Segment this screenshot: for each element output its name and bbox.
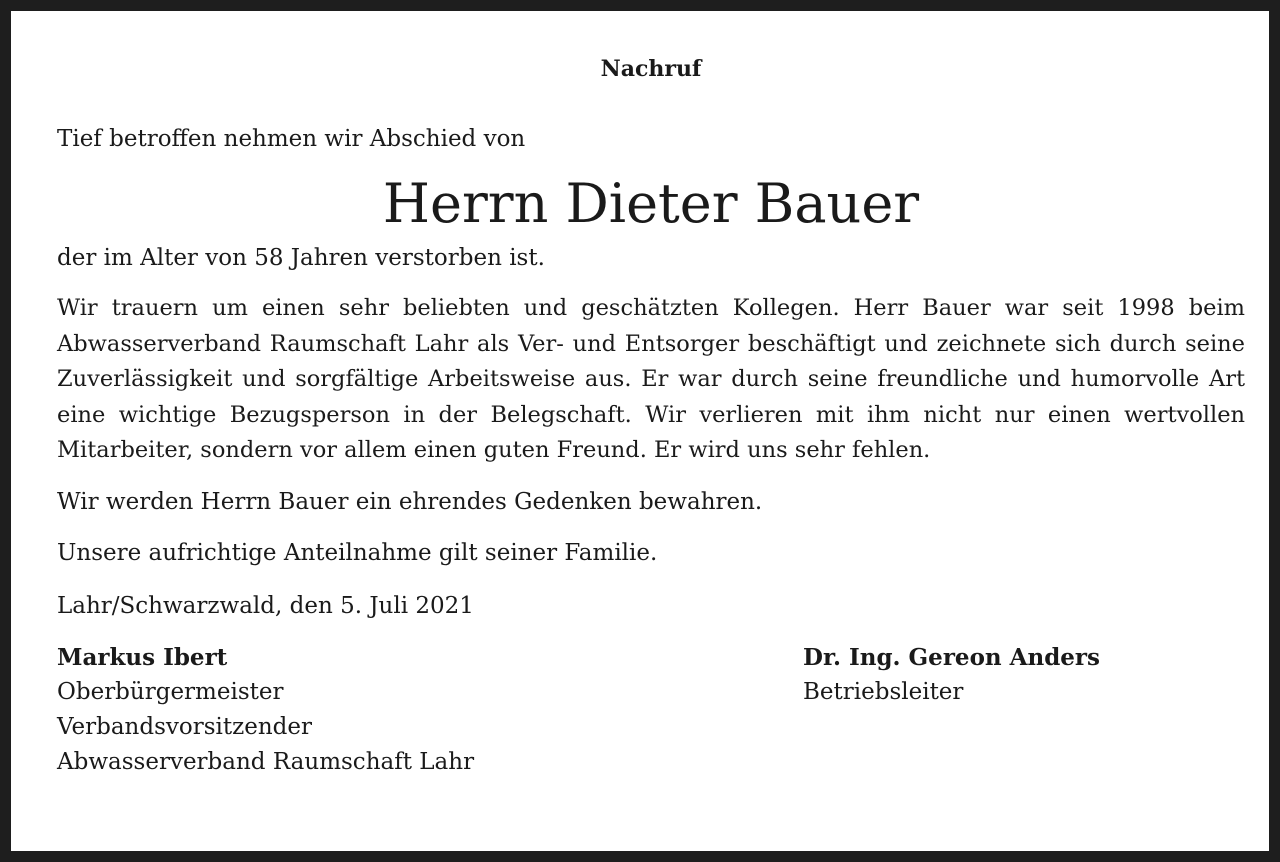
signatory-role: Verbandsvorsitzender (57, 713, 312, 740)
deceased-name: Herrn Dieter Bauer (382, 172, 920, 235)
remembrance-line: Wir werden Herrn Bauer ein ehrendes Gedenken bewahren. (57, 488, 763, 515)
signatory-role: Betriebsleiter (803, 678, 964, 705)
signatory-organization: Abwasserverband Raumschaft Lahr (57, 748, 475, 775)
obituary-content (57, 49, 1245, 780)
signatory-left (57, 640, 474, 780)
signatory-name: Dr. Ing. Gereon Anders (803, 643, 1100, 671)
age-line: der im Alter von 58 Jahren verstorben ist. (57, 245, 545, 271)
signatory-right (803, 640, 1100, 710)
place-date: Lahr/Schwarzwald, den 5. Juli 2021 (57, 592, 474, 619)
signatures (57, 640, 1245, 780)
signatory-role: Oberbürgermeister (57, 678, 284, 705)
heading: Nachruf (600, 56, 702, 82)
signatory-name: Markus Ibert (57, 643, 228, 671)
intro-line: Tief betroffen nehmen wir Abschied von (57, 126, 526, 152)
condolence-line: Unsere aufrichtige Anteilnahme gilt seiner Familie. (57, 539, 658, 566)
tribute-paragraph: Wir trauern um einen sehr beliebten und geschätzten Kollegen. Herr Bauer war seit 1998 beim Abwasserverband Raumschaft Lahr als Ver- und Entsorger beschäftigt und zeichnete sich durch seine Zuverlässigkeit und sorgfältige Arbeitsweise aus. Er war durch seine freundliche und humorvolle Art eine wichtige Bezugsperson in der Belegschaft. Wir verlieren mit ihm nicht nur einen wertvollen Mitarbeiter, sondern vor allem einen guten Freund. Er wird uns sehr fehlen. (57, 295, 1245, 463)
